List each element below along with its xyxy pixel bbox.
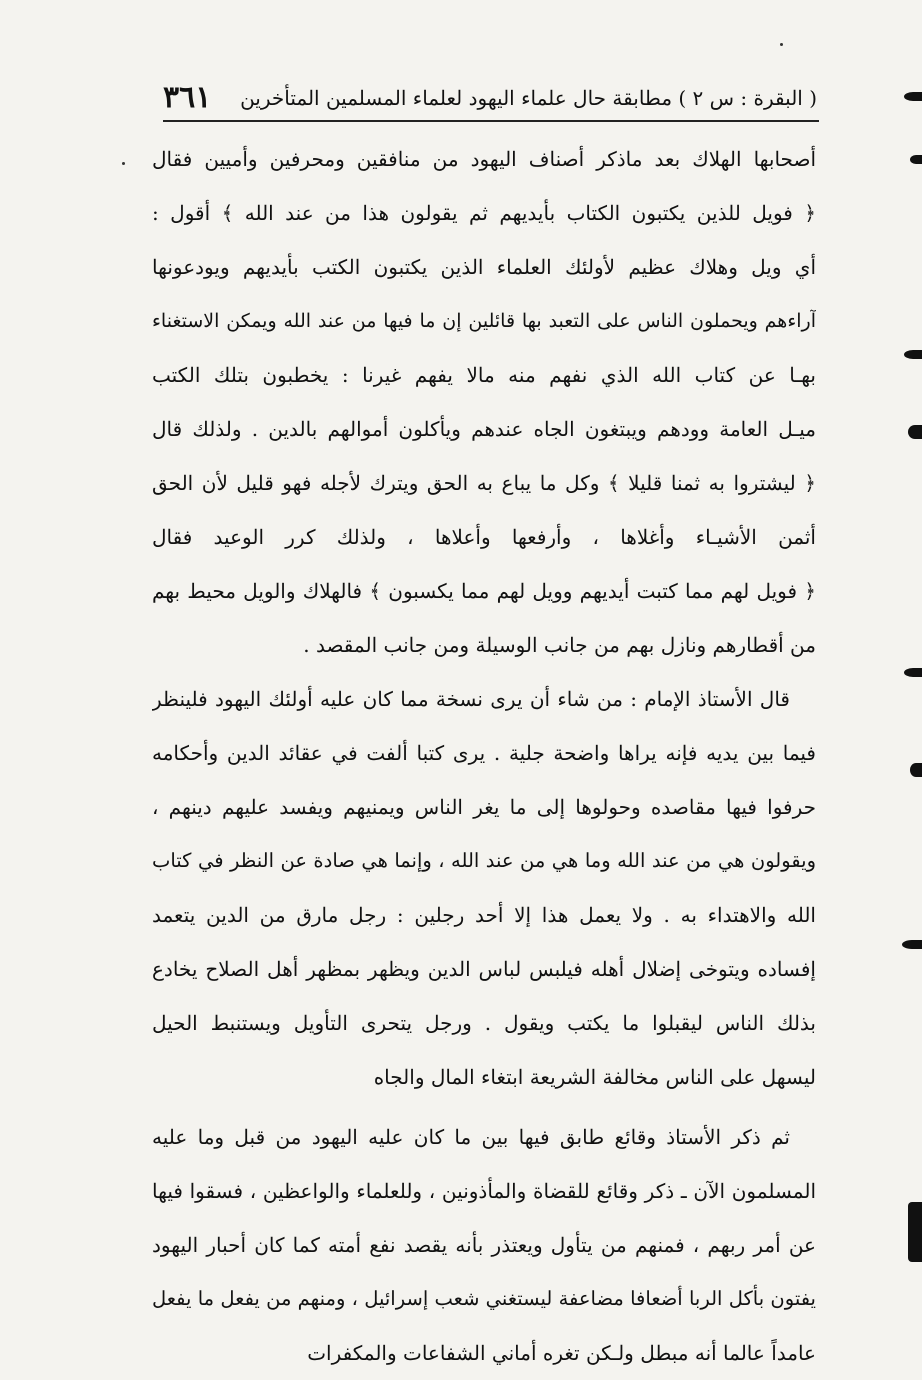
paragraph-3 [152, 1110, 816, 1380]
scan-edge-mark [904, 350, 922, 359]
text-line: بهـا عن كتاب الله الذي نفهم منه مالا يفهم غيرنا : يخطبون بتلك الكتب [152, 363, 816, 387]
header-divider [163, 120, 819, 122]
scan-edge-mark [902, 940, 922, 949]
text-line: آراءهم ويحملون الناس على التعبد بها قائلين إن ما فيها من عند الله ويمكن الاستغناء [152, 310, 816, 332]
scan-edge-mark [904, 668, 922, 677]
text-line: ﴿ فويل لهم مما كتبت أيديهم وويل لهم مما يكسبون ﴾ فالهلاك والويل محيط بهم [152, 579, 816, 603]
paragraph-2 [152, 672, 816, 1104]
scan-edge-mark [908, 1202, 922, 1262]
text-line: أصحابها الهلاك بعد ماذكر أصناف اليهود من منافقين ومحرفين وأميين فقال [152, 147, 816, 171]
text-line: حرفوا فيها مقاصده وحولوها إلى ما يغر الناس ويمنيهم ويفسد عليهم دينهم ، [152, 795, 816, 819]
text-line: ليسهل على الناس مخالفة الشريعة ابتغاء المال والجاه [373, 1065, 816, 1089]
text-line: ميـل العامة وودهم ويبتغون الجاه عندهم ويأكلون أموالهم بالدين . ولذلك قال [152, 417, 816, 441]
text-line: أي ويل وهلاك عظيم لأولئك العلماء الذين يكتبون الكتب بأيديهم ويودعونها [152, 255, 816, 279]
scan-edge-mark [904, 92, 922, 101]
text-line: ﴿ فويل للذين يكتبون الكتاب بأيديهم ثم يقولون هذا من عند الله ﴾ أقول : [152, 201, 816, 225]
text-line: المسلمون الآن ـ ذكر وقائع للقضاة والمأذونين ، وللعلماء والواعظين ، فسقوا فيها [152, 1179, 816, 1203]
paragraph-1 [152, 132, 816, 672]
header-title: ( البقرة : س ٢ ) مطابقة حال علماء اليهود لعلماء المسلمين المتأخرين [240, 86, 817, 110]
text-line: أثمن الأشيـاء وأغلاها ، وأرفعها وأعلاها ، ولذلك كرر الوعيد فقال [152, 525, 816, 549]
scan-edge-mark [908, 425, 922, 439]
text-line: الله والاهتداء به . ولا يعمل هذا إلا أحد رجلين : رجل مارق من الدين يتعمد [152, 903, 816, 927]
text-line: ويقولون هي من عند الله وما هي من عند الله ، وإنما هي صادة عن النظر في كتاب [152, 849, 816, 872]
scan-speck [122, 162, 125, 165]
text-line: من أقطارهم ونازل بهم من جانب الوسيلة ومن جانب المقصد . [303, 633, 816, 657]
text-line: ﴿ ليشتروا به ثمنا قليلا ﴾ وكل ما يباع به الحق ويترك لأجله فهو قليل لأن الحق [152, 471, 816, 495]
scan-edge-mark [910, 763, 922, 777]
text-line: قال الأستاذ الإمام : من شاء أن يرى نسخة مما كان عليه أولئك اليهود فلينظر [152, 687, 790, 711]
scan-speck [780, 43, 783, 46]
text-line: إفساده ويتوخى إضلال أهله فيلبس لباس الدين ويظهر بمظهر أهل الصلاح يخادع [152, 957, 816, 981]
page-number: ٣٦١ [163, 80, 212, 115]
text-line: ثم ذكر الأستاذ وقائع طابق فيها بين ما كان عليه اليهود من قبل وما عليه [152, 1125, 790, 1149]
text-line: يفتون بأكل الربا أضعافا مضاعفة ليستغني شعب إسرائيل ، ومنهم من يفعل ما يفعل [152, 1287, 816, 1310]
text-line: عن أمر ربهم ، فمنهم من يتأول ويعتذر بأنه يقصد نفع أمته كما كان أحبار اليهود [152, 1233, 816, 1257]
text-line: عامداً عالما أنه مبطل ولـكن تغره أماني الشفاعات والمكفرات [307, 1341, 816, 1365]
running-header [163, 80, 817, 120]
text-line: فيما بين يديه فإنه يراها واضحة جلية . يرى كتبا ألفت في عقائد الدين وأحكامه [152, 741, 816, 765]
text-line: بذلك الناس ليقبلوا ما يكتب ويقول . ورجل يتحرى التأويل ويستنبط الحيل [152, 1011, 816, 1035]
body-text [152, 132, 816, 1380]
scan-edge-mark [910, 155, 922, 164]
